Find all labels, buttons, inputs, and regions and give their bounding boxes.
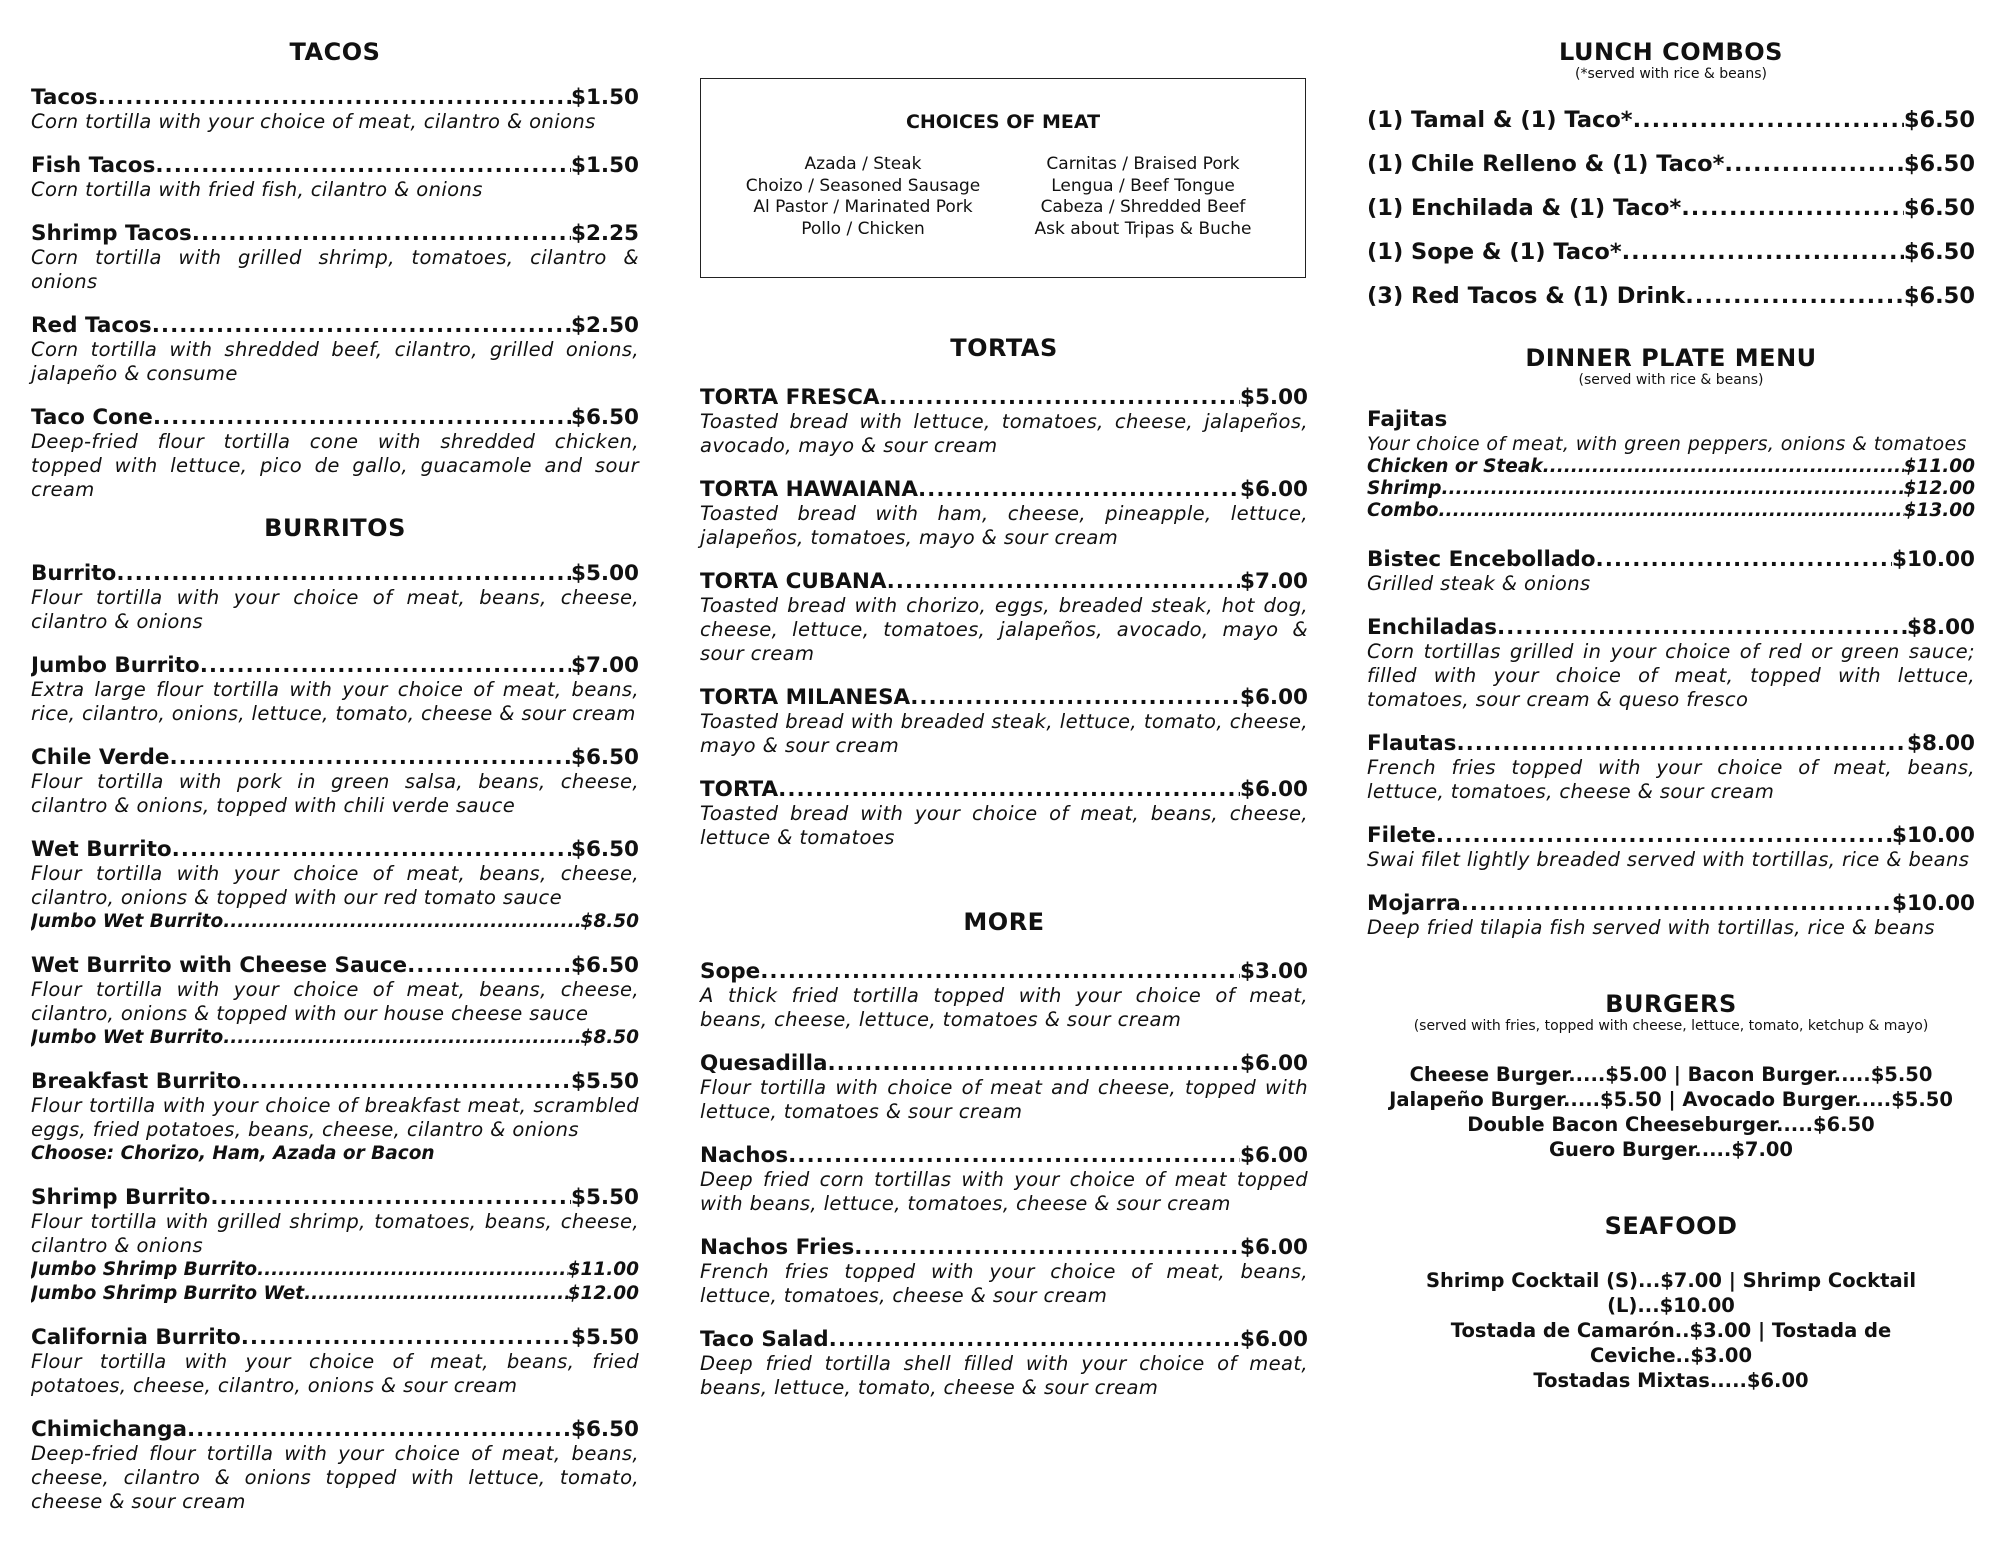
seafood-list [1367,1268,1975,1393]
tortas-title: TORTAS [950,334,1058,362]
item-desc: Flour tortilla with your choice of breakfast meat, scrambled eggs, fried potatoes, beans, cheese, cilantro & onions [31,1094,639,1141]
item-name: TORTA MILANESA [700,686,911,710]
column-left [31,0,639,1534]
item-price: $10.00 [1892,824,1975,848]
lunch-combos-title: LUNCH COMBOS [1559,38,1783,66]
sub-item-name: Jumbo Shrimp Burrito [31,1259,258,1280]
item-name: Flautas [1367,732,1457,756]
item-desc: Toasted bread with your choice of meat, beans, cheese, lettuce & tomatoes [700,802,1308,849]
item-desc: Flour tortilla with grilled shrimp, tomatoes, beans, cheese, cilantro & onions [31,1210,639,1257]
item-name: Wet Burrito [31,838,172,862]
combo-item [1367,284,1975,308]
menu-item [1367,824,1975,872]
item-name: Shrimp Tacos [31,222,192,246]
item-desc: Grilled steak & onions [1367,572,1591,595]
combo-item [1367,196,1975,220]
item-name: (1) Enchilada & (1) Taco* [1367,196,1682,220]
item-name: Jumbo Burrito [31,654,200,678]
item-name: Chimichanga [31,1418,187,1442]
item-desc: Toasted bread with ham, cheese, pineapple, lettuce, jalapeños, tomatoes, mayo & sour cream [700,502,1308,549]
item-name: California Burrito [31,1326,241,1350]
item-desc: French fries topped with your choice of meat, beans, lettuce, tomatoes, cheese & sour cream [1367,756,1975,803]
combo-item [1367,240,1975,264]
sub-item-price: $12.00 [567,1283,639,1304]
item-price: $5.00 [570,562,639,586]
menu-item [31,954,639,1050]
item-price: $6.00 [1239,1328,1308,1352]
menu-item [700,478,1308,550]
combo-item [1367,108,1975,132]
seafood-title: SEAFOOD [1604,1212,1738,1240]
item-name: Breakfast Burrito [31,1070,242,1094]
item-price: $2.25 [570,222,639,246]
item-desc: Extra large flour tortilla with your choice of meat, beans, rice, cilantro, onions, lettuce, tomato, cheese & sour cream [31,678,639,725]
seafood-line: Tostadas Mixtas.....$6.00 [1533,1369,1809,1392]
item-name: Chile Verde [31,746,170,770]
dinner-plate-section [1367,408,1975,940]
item-desc: Corn tortilla with shredded beef, cilantro, grilled onions, jalapeño & consume [31,338,639,385]
menu-item [700,386,1308,458]
menu-item [31,838,639,934]
item-name: Mojarra [1367,892,1461,916]
menu-item [700,686,1308,758]
item-price: $6.50 [1903,284,1975,308]
item-price: $6.50 [1903,108,1975,132]
item-desc: Deep fried tilapia fish served with tortillas, rice & beans [1367,916,1935,939]
seafood-line: Shrimp Cocktail (S)...$7.00 | Shrimp Cocktail (L)...$10.00 [1425,1269,1916,1317]
sub-item-price: $13.00 [1903,500,1975,521]
item-name: Taco Cone [31,406,153,430]
meat-column-left [723,154,1003,240]
meat-option: Ask about Tripas & Buche [1034,218,1252,239]
menu-item [1367,732,1975,804]
item-price: $5.00 [1239,386,1308,410]
burritos-title: BURRITOS [264,514,406,542]
item-price: $1.50 [570,154,639,178]
item-name: Wet Burrito with Cheese Sauce [31,954,408,978]
item-price: $6.00 [1239,778,1308,802]
item-desc: Toasted bread with chorizo, eggs, breaded steak, hot dog, cheese, lettuce, tomatoes, jalapeños, avocado, mayo & sour cream [700,594,1308,665]
item-price: $5.50 [570,1070,639,1094]
sub-item-price: $11.00 [567,1259,639,1280]
item-name: Tacos [31,86,98,110]
item-price: $1.50 [570,86,639,110]
seafood-line: Tostada de Camarón..$3.00 | Tostada de Ceviche..$3.00 [1450,1319,1892,1367]
menu-item-fajitas [1367,408,1975,522]
menu-item [31,222,639,294]
meat-option: Choizo / Seasoned Sausage [745,175,981,196]
item-desc: Corn tortilla with your choice of meat, cilantro & onions [31,110,596,133]
menu-item [31,746,639,818]
item-name: TORTA CUBANA [700,570,887,594]
item-name: Nachos Fries [700,1236,855,1260]
meat-option: Pollo / Chicken [801,218,925,239]
sub-item-price: $8.50 [580,911,639,932]
item-desc: Swai filet lightly breaded served with tortillas, rice & beans [1367,848,1970,871]
menu-item [31,1326,639,1398]
item-desc: Toasted bread with breaded steak, lettuce, tomato, cheese, mayo & sour cream [700,710,1308,757]
item-name: Fajitas [1367,408,1448,432]
menu-item [700,960,1308,1032]
menu-item [31,562,639,634]
menu-item [1367,892,1975,940]
item-desc: Deep-fried flour tortilla with your choice of meat, beans, cheese, cilantro & onions topped with lettuce, tomato, cheese & sour cream [31,1442,639,1513]
item-desc: Deep fried corn tortillas with your choice of meat topped with beans, lettuce, tomatoes, cheese & sour cream [700,1168,1308,1215]
meat-option: Cabeza / Shredded Beef [1040,197,1246,217]
menu-item [31,1070,639,1166]
menu-item [700,778,1308,850]
item-price: $10.00 [1892,892,1975,916]
item-name: Red Tacos [31,314,152,338]
menu-item [31,654,639,726]
item-name: TORTA HAWAIANA [700,478,918,502]
item-price: $6.50 [1903,152,1975,176]
menu-item [700,1236,1308,1308]
column-middle [700,334,1308,1420]
item-name: Enchiladas [1367,616,1497,640]
item-desc: Your choice of meat, with green peppers, onions & tomatoes [1367,433,1967,455]
item-name: (1) Chile Relleno & (1) Taco* [1367,152,1725,176]
burgers-title: BURGERS [1605,990,1737,1018]
item-name: (3) Red Tacos & (1) Drink [1367,284,1686,308]
menu-item [31,314,639,386]
item-desc: Deep-fried flour tortilla cone with shredded chicken, topped with lettuce, pico de gallo, guacamole and sour cream [31,430,639,501]
item-price: $6.00 [1239,1144,1308,1168]
item-desc: Deep fried tortilla shell filled with your choice of meat, beans, lettuce, tomato, cheese & sour cream [700,1352,1308,1399]
item-name: TORTA FRESCA [700,386,880,410]
meat-option: Carnitas / Braised Pork [1046,154,1240,174]
item-desc: Flour tortilla with your choice of meat, beans, cheese, cilantro, onions & topped with our house cheese sauce [31,978,639,1025]
item-price: $6.50 [570,1418,639,1442]
item-desc: Corn tortilla with fried fish, cilantro & onions [31,178,483,201]
lunch-combos-subtitle: (*served with rice & beans) [1575,66,1767,82]
burger-line: Jalapeño Burger.....$5.50 | Avocado Burger.....$5.50 [1389,1088,1953,1111]
menu-item [700,1052,1308,1124]
meat-option: Azada / Steak [804,154,922,174]
item-price: $5.50 [570,1186,639,1210]
item-desc: Corn tortillas grilled in your choice of red or green sauce; filled with your choice of meat, topped with lettuce, tomatoes, sour cream & queso fresco [1367,640,1975,711]
burgers-list [1367,1062,1975,1162]
menu-item [700,570,1308,666]
tacos-section [31,86,639,502]
sub-item-name: Combo [1367,500,1439,521]
more-title: MORE [963,908,1045,936]
item-desc: Corn tortilla with grilled shrimp, tomatoes, cilantro & onions [31,246,639,293]
menu-item [700,1328,1308,1400]
sub-item-name: Jumbo Shrimp Burrito Wet [31,1283,305,1304]
sub-item-price: $11.00 [1903,456,1975,477]
menu-item [1367,548,1975,596]
item-name: (1) Sope & (1) Taco* [1367,240,1622,264]
item-price: $6.00 [1239,1052,1308,1076]
combo-item [1367,152,1975,176]
lunch-combos-section [1367,108,1975,308]
item-desc: Flour tortilla with your choice of meat, beans, cheese, cilantro & onions [31,586,639,633]
item-note: Choose: Chorizo, Ham, Azada or Bacon [31,1143,435,1164]
more-section [700,960,1308,1400]
tacos-title: TACOS [289,38,381,66]
burger-line: Cheese Burger.....$5.00 | Bacon Burger.....$5.50 [1409,1063,1933,1086]
item-desc: Flour tortilla with your choice of meat, beans, cheese, cilantro, onions & topped with our red tomato sauce [31,862,639,909]
item-desc: Flour tortilla with your choice of meat, beans, fried potatoes, cheese, cilantro, onions & sour cream [31,1350,639,1397]
item-price: $6.50 [1903,196,1975,220]
menu-item [31,86,639,134]
dinner-plate-title: DINNER PLATE MENU [1525,344,1817,372]
menu-item [1367,616,1975,712]
item-price: $6.00 [1239,478,1308,502]
item-price: $7.00 [1239,570,1308,594]
meat-column-right [1003,154,1283,240]
menu-item [31,406,639,502]
item-name: Taco Salad [700,1328,829,1352]
item-price: $8.00 [1906,616,1975,640]
item-name: Burrito [31,562,117,586]
item-price: $7.00 [570,654,639,678]
item-name: Nachos [700,1144,789,1168]
sub-item-name: Jumbo Wet Burrito [31,911,224,932]
menu-item [700,1144,1308,1216]
burritos-section [31,562,639,1514]
item-name: Filete [1367,824,1436,848]
item-price: $6.50 [1903,240,1975,264]
item-price: $5.50 [570,1326,639,1350]
choices-of-meat-box [700,78,1306,278]
item-price: $6.50 [570,838,639,862]
item-price: $2.50 [570,314,639,338]
item-name: Quesadilla [700,1052,828,1076]
sub-item-price: $8.50 [580,1027,639,1048]
item-price: $6.00 [1239,686,1308,710]
menu-item [31,1186,639,1306]
item-price: $8.00 [1906,732,1975,756]
item-price: $10.00 [1892,548,1975,572]
menu-item [31,154,639,202]
item-price: $3.00 [1239,960,1308,984]
burgers-subtitle: (served with fries, topped with cheese, lettuce, tomato, ketchup & mayo) [1413,1018,1929,1034]
tortas-section [700,386,1308,850]
column-right [1367,0,1975,1393]
meat-box-title: CHOICES OF MEAT [905,111,1101,133]
sub-item-name: Shrimp [1367,478,1442,499]
item-name: TORTA [700,778,779,802]
item-desc: Toasted bread with lettuce, tomatoes, cheese, jalapeños, avocado, mayo & sour cream [700,410,1308,457]
meat-option: Lengua / Beef Tongue [1051,175,1235,196]
item-price: $6.50 [570,406,639,430]
item-name: (1) Tamal & (1) Taco* [1367,108,1633,132]
item-desc: A thick fried tortilla topped with your choice of meat, beans, cheese, lettuce, tomatoes & sour cream [700,984,1308,1031]
item-name: Fish Tacos [31,154,156,178]
item-price: $6.00 [1239,1236,1308,1260]
burger-line: Double Bacon Cheeseburger.....$6.50 [1467,1113,1875,1136]
item-name: Shrimp Burrito [31,1186,211,1210]
item-desc: Flour tortilla with choice of meat and cheese, topped with lettuce, tomatoes & sour cream [700,1076,1308,1123]
item-desc: French fries topped with your choice of meat, beans, lettuce, tomatoes, cheese & sour cream [700,1260,1308,1307]
item-price: $6.50 [570,746,639,770]
meat-option: Al Pastor / Marinated Pork [753,197,973,217]
sub-item-name: Chicken or Steak [1367,456,1543,477]
sub-item-name: Jumbo Wet Burrito [31,1027,224,1048]
item-name: Bistec Encebollado [1367,548,1596,572]
item-price: $6.50 [570,954,639,978]
item-desc: Flour tortilla with pork in green salsa, beans, cheese, cilantro & onions, topped with chili verde sauce [31,770,639,817]
menu-item [31,1418,639,1514]
burger-line: Guero Burger.....$7.00 [1548,1138,1794,1161]
item-name: Sope [700,960,761,984]
dinner-plate-subtitle: (served with rice & beans) [1578,372,1764,388]
sub-item-price: $12.00 [1903,478,1975,499]
